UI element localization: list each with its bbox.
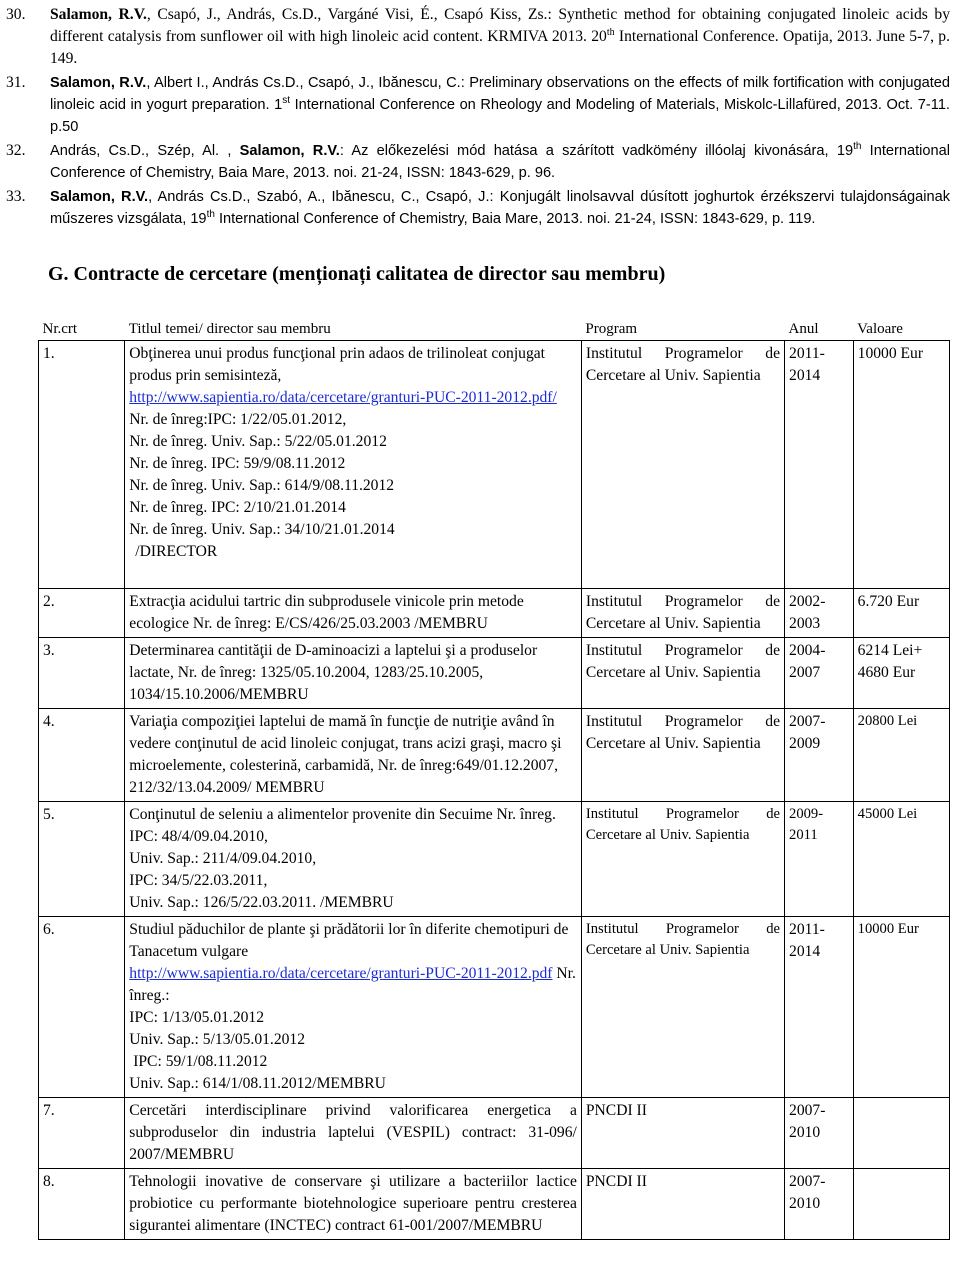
registration-line: IPC: 1/13/05.01.2012 bbox=[129, 1009, 265, 1026]
reference-text-tail: International Conference on Rheology and Modeling of Materials, Miskolc-Lillafüred, 2013. Oct. 7-11. p.50 bbox=[50, 97, 950, 135]
registration-label: Nr. înreg.: bbox=[129, 965, 576, 1004]
reference-33 bbox=[6, 186, 950, 230]
grant-link[interactable]: http://www.sapientia.ro/data/cercetare/granturi-PUC-2011-2012.pdf bbox=[129, 965, 553, 982]
cell-program: PNCDI II bbox=[581, 1098, 784, 1169]
cell-value: 6214 Lei+ 4680 Eur bbox=[853, 638, 949, 709]
cell-title bbox=[125, 802, 582, 917]
registration-line: Nr. de înreg. Univ. Sap.: 614/9/08.11.2012 bbox=[129, 477, 395, 494]
registration-line: Nr. de înreg. Univ. Sap.: 34/10/21.01.2014 bbox=[129, 521, 395, 538]
cell-nr: 1. bbox=[39, 341, 125, 589]
registration-line: Nr. de înreg. IPC: 2/10/21.01.2014 bbox=[129, 499, 346, 516]
header-title: Titlul temei/ director sau membru bbox=[125, 318, 582, 341]
cell-year: 2007-2010 bbox=[785, 1098, 854, 1169]
cell-year: 2011-2014 bbox=[785, 917, 854, 1098]
cell-nr: 2. bbox=[39, 589, 125, 638]
cell-nr: 7. bbox=[39, 1098, 125, 1169]
reference-number: 32. bbox=[6, 142, 26, 159]
cell-program: PNCDI II bbox=[581, 1169, 784, 1240]
table-row bbox=[39, 1169, 950, 1240]
cell-year: 2009-2011 bbox=[785, 802, 854, 917]
cell-value: 20800 Lei bbox=[853, 709, 949, 802]
cell-value bbox=[853, 1098, 949, 1169]
registration-line: IPC: 34/5/22.03.2011, bbox=[129, 872, 268, 889]
reference-author: Salamon, R.V. bbox=[50, 75, 147, 91]
cell-title bbox=[125, 341, 582, 589]
cell-year: 2002-2003 bbox=[785, 589, 854, 638]
cell-title: Variaţia compoziţiei laptelui de mamă în funcţie de nutriţie având în vedere conţinutul de acid linoleic conjugat, trans acizi graşi, macro şi microelemente, colesterină, carbamidă, Nr. de înreg:649/01.12.2007, 212/32/13.04.2009/ MEMBRU bbox=[125, 709, 582, 802]
cell-year: 2011-2014 bbox=[785, 341, 854, 589]
reference-31 bbox=[6, 72, 950, 138]
cell-nr: 5. bbox=[39, 802, 125, 917]
cell-program: Institutul Programelor de Cercetare al Univ. Sapientia bbox=[581, 917, 784, 1098]
superscript: th bbox=[206, 209, 215, 221]
table-row bbox=[39, 802, 950, 917]
cell-year: 2004-2007 bbox=[785, 638, 854, 709]
reference-text: , Csapó, J., András, Cs.D., Vargáné Visi, É., Csapó Kiss, Zs.: Synthetic method for obtaining conjugated linoleic acids by different catalysis from sunflower oil with high linoleic acid content. KRMIVA 2013. 20 bbox=[50, 6, 950, 45]
header-value: Valoare bbox=[853, 318, 949, 341]
registration-line: Nr. de înreg:IPC: 1/22/05.01.2012, bbox=[129, 411, 347, 428]
cell-program: Institutul Programelor de Cercetare al Univ. Sapientia bbox=[581, 638, 784, 709]
cell-program: Institutul Programelor de Cercetare al Univ. Sapientia bbox=[581, 709, 784, 802]
cell-title: Cercetări interdisciplinare privind valorificarea energetica a subproduselor din industria laptelui (VESPIL) contract: 31-096/ 2007/MEMBRU bbox=[125, 1098, 582, 1169]
cell-value: 45000 Lei bbox=[853, 802, 949, 917]
cell-nr: 8. bbox=[39, 1169, 125, 1240]
reference-30 bbox=[6, 4, 950, 70]
cell-year: 2007-2009 bbox=[785, 709, 854, 802]
reference-number: 30. bbox=[6, 6, 26, 23]
reference-number: 31. bbox=[6, 74, 26, 91]
cell-title: Extracţia acidului tartric din subprodusele vinicole prin metode ecologice Nr. de înreg: E/CS/426/25.03.2003 /MEMBRU bbox=[125, 589, 582, 638]
reference-number: 33. bbox=[6, 188, 26, 205]
references-list bbox=[6, 4, 950, 230]
cell-value bbox=[853, 1169, 949, 1240]
reference-author: Salamon, R.V. bbox=[50, 6, 147, 23]
table-row bbox=[39, 638, 950, 709]
title-text: Obţinerea unui produs funcţional prin adaos de trilinoleat conjugat produs prin semisinteză, bbox=[129, 345, 546, 384]
header-program: Program bbox=[581, 318, 784, 341]
reference-text: : Az előkezelési mód hatása a szárított vadkömény illóolaj kivonására, 19 bbox=[339, 143, 854, 159]
header-year: Anul bbox=[785, 318, 854, 341]
reference-author: Salamon, R.V. bbox=[239, 143, 340, 159]
section-title: G. Contracte de cercetare (menționați calitatea de director sau membru) bbox=[48, 263, 666, 285]
cell-year: 2007-2010 bbox=[785, 1169, 854, 1240]
registration-line: Univ. Sap.: 5/13/05.01.2012 bbox=[129, 1031, 306, 1048]
reference-pre-authors: András, Cs.D., Szép, Al. , bbox=[50, 143, 240, 159]
registration-line: Univ. Sap.: 614/1/08.11.2012/MEMBRU bbox=[129, 1075, 386, 1092]
table-row bbox=[39, 341, 950, 589]
superscript: th bbox=[853, 141, 862, 153]
cell-value: 6.720 Eur bbox=[853, 589, 949, 638]
cell-title: Tehnologii inovative de conservare şi utilizare a bacteriilor lactice probiotice cu performante biotehnologice superioare pentru cresterea sigurantei alimentare (INCTEC) contract 61-001/2007/MEMBRU bbox=[125, 1169, 582, 1240]
table-row bbox=[39, 709, 950, 802]
cell-value: 10000 Eur bbox=[853, 917, 949, 1098]
cell-title bbox=[125, 917, 582, 1098]
table-row bbox=[39, 1098, 950, 1169]
reference-text: , Albert I., András Cs.D., Csapó, J., Ibănescu, C.: Preliminary observations on the effects of milk fortification with conjugated linoleic acid in yogurt preparation. 1 bbox=[50, 75, 950, 113]
table-row bbox=[39, 917, 950, 1098]
table-header-row bbox=[39, 318, 950, 341]
cell-title: Determinarea cantităţii de D-aminoacizi a laptelui şi a produselor lactate, Nr. de înreg: 1325/05.10.2004, 1283/25.10.2005, 1034/15.10.2006/MEMBRU bbox=[125, 638, 582, 709]
registration-line: Univ. Sap.: 126/5/22.03.2011. /MEMBRU bbox=[129, 894, 394, 911]
title-text: Conţinutul de seleniu a alimentelor provenite din Secuime Nr. înreg. IPC: 48/4/09.04.2010, bbox=[129, 806, 556, 845]
table-row bbox=[39, 589, 950, 638]
registration-line: IPC: 59/1/08.11.2012 bbox=[129, 1053, 268, 1070]
cell-program: Institutul Programelor de Cercetare al Univ. Sapientia bbox=[581, 341, 784, 589]
cell-nr: 3. bbox=[39, 638, 125, 709]
reference-32 bbox=[6, 140, 950, 184]
reference-author: Salamon, R.V. bbox=[50, 189, 149, 205]
registration-line: Univ. Sap.: 211/4/09.04.2010, bbox=[129, 850, 317, 867]
contracts-table bbox=[38, 318, 950, 1240]
cell-program: Institutul Programelor de Cercetare al Univ. Sapientia bbox=[581, 589, 784, 638]
cell-nr: 6. bbox=[39, 917, 125, 1098]
registration-line: Nr. de înreg. IPC: 59/9/08.11.2012 bbox=[129, 455, 346, 472]
superscript: st bbox=[282, 95, 291, 107]
superscript: th bbox=[606, 26, 615, 38]
registration-line: Nr. de înreg. Univ. Sap.: 5/22/05.01.2012 bbox=[129, 433, 387, 450]
cell-program: Institutul Programelor de Cercetare al Univ. Sapientia bbox=[581, 802, 784, 917]
role-line: /DIRECTOR bbox=[135, 543, 218, 560]
grant-link[interactable]: http://www.sapientia.ro/data/cercetare/granturi-PUC-2011-2012.pdf/ bbox=[129, 389, 557, 406]
cell-nr: 4. bbox=[39, 709, 125, 802]
reference-text-tail: International Conference. Opatija, 2013. June 5-7, p. 149. bbox=[50, 28, 950, 67]
title-text: Studiul păduchilor de plante şi prădătorii lor în diferite chemotipuri de Tanacetum vulgare bbox=[129, 921, 569, 960]
cell-value: 10000 Eur bbox=[853, 341, 949, 589]
reference-text-tail: International Conference of Chemistry, Baia Mare, 2013. noi. 21-24, ISSN: 1843-629, p. 119. bbox=[214, 211, 816, 227]
reference-text: , András Cs.D., Szabó, A., Ibănescu, C., Csapó, J.: Konjugált linolsavval dúsított joghurtok érzékszervi tulajdonságainak műszeres vizsgálata, 19 bbox=[50, 189, 950, 227]
reference-text-tail: International Conference of Chemistry, Baia Mare, 2013. noi. 21-24, ISSN: 1843-629, p. 96. bbox=[50, 143, 950, 181]
header-nr: Nr.crt bbox=[39, 318, 125, 341]
